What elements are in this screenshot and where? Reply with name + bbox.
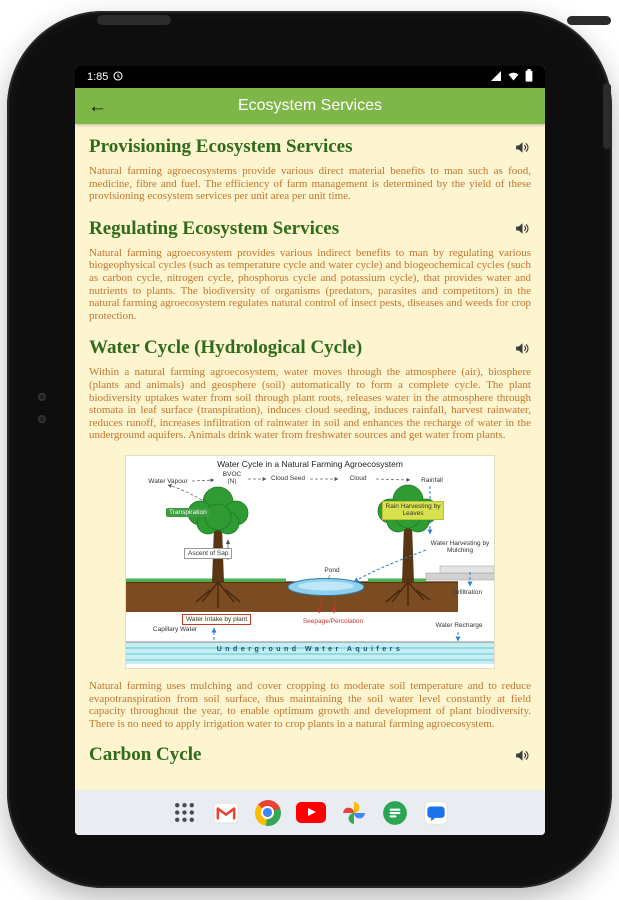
volume-button bbox=[567, 16, 611, 25]
figure-label-water-vapour: Water Vapour bbox=[148, 477, 188, 485]
sensor-dot bbox=[38, 415, 46, 423]
messages-icon[interactable] bbox=[423, 800, 449, 826]
section-heading-regulating: Regulating Ecosystem Services bbox=[89, 217, 340, 239]
tablet-device-frame bbox=[7, 11, 612, 888]
front-camera bbox=[38, 393, 46, 401]
figure-title: Water Cycle in a Natural Farming Agroecosystem bbox=[217, 458, 403, 469]
section-paragraph: Within a natural farming agroecosystem, water moves through the atmosphere (air), biosphere (plants and animals) and geosphere (soil) automatically to form a complete cycle. The plant biodiversity uptakes water from soil through plant roots, releases water in the atmosphere through stomata in leaf surface (transpiration), induces cloud seeding, induces rainfall, harvest rainwater, reduces runoff, increases infiltration of rainwater in soil and enhances the recharge of water in the underground aquifers. Animals drink water from freshwater sources and get water from plants. bbox=[89, 366, 531, 442]
figure-label-capillary-water: Capillary Water bbox=[152, 625, 198, 633]
clock-icon bbox=[113, 71, 123, 84]
figure-label-ascent-of-sap: Ascent of Sap bbox=[184, 548, 232, 559]
speaker-icon[interactable] bbox=[514, 220, 531, 237]
back-arrow-icon[interactable]: ← bbox=[88, 95, 107, 117]
figure-label-water-recharge: Water Recharge bbox=[435, 621, 483, 629]
section-heading-row-partial bbox=[89, 744, 531, 766]
figure-label-pond: Pond bbox=[324, 566, 340, 574]
water-cycle-diagram-art bbox=[126, 456, 494, 668]
section-heading-provisioning: Provisioning Ecosystem Services bbox=[89, 136, 353, 157]
section-paragraph: Natural farming agroecosystems provide various direct material benefits to man such as food, medicine, fibre and fuel. The efficiency of farm management is determined by the yield of these provisioning ecosystem services per unit area per unit time. bbox=[89, 165, 531, 203]
green-app-icon[interactable] bbox=[382, 800, 408, 826]
figure-label-bvoc: BVOC (N) bbox=[222, 470, 242, 486]
wifi-icon bbox=[507, 70, 520, 85]
figure-label-underground-aquifers: Underground Water Aquifers bbox=[216, 645, 404, 653]
section-heading-row bbox=[89, 136, 531, 158]
speaker-icon[interactable] bbox=[514, 340, 531, 357]
photos-icon[interactable] bbox=[341, 800, 367, 826]
figure-label-transpiration: Transpiration bbox=[166, 508, 210, 517]
gmail-icon[interactable] bbox=[212, 799, 240, 827]
content-area[interactable] bbox=[75, 124, 545, 835]
section-heading-water-cycle: Water Cycle (Hydrological Cycle) bbox=[89, 337, 363, 359]
speaker-icon[interactable] bbox=[514, 747, 531, 764]
section-paragraph: Natural farming agroecosystem provides various indirect benefits to man by regulating various biogeophysical cycles (such as temperature cycle and water cycle) and biogeochemical cycles (such as carbon cycle, nitrogen cycle, phosphorus cycle and potassium cycle), that provides water and nutrients to plants. The biodiversity of organisms (predators, parasites and competitors) in the natural farming agroecosystem regulates natural control of insect pests, diseases and weeds for crop protection. bbox=[89, 246, 531, 322]
power-button bbox=[97, 15, 171, 25]
water-cycle-figure bbox=[125, 455, 495, 669]
app-bar-title: Ecosystem Services bbox=[237, 97, 383, 114]
apps-grid-icon[interactable] bbox=[172, 800, 197, 825]
figure-label-water-intake: Water Intake by plant bbox=[182, 614, 251, 625]
figure-label-infiltration: Infiltration bbox=[453, 588, 483, 596]
app-bar bbox=[75, 88, 545, 124]
battery-icon bbox=[525, 69, 533, 85]
section-heading-row bbox=[89, 337, 531, 359]
side-button bbox=[603, 83, 611, 149]
status-bar bbox=[75, 66, 545, 88]
speaker-icon[interactable] bbox=[514, 139, 531, 156]
after-figure-paragraph: Natural farming uses mulching and cover cropping to moderate soil temperature and to reduce evapotranspiration from soil surface, thus maintaining the soil water level constantly at field capacity throughout the year, to enable optimum growth and development of plant biodiversity. There is no need to apply irrigation water to crop plants in a natural farming agroecosystem. bbox=[89, 679, 531, 730]
figure-label-rainfall: Rainfall bbox=[421, 476, 443, 484]
youtube-icon[interactable] bbox=[296, 802, 326, 823]
screen bbox=[75, 66, 545, 835]
dock-bar bbox=[75, 790, 545, 835]
figure-label-seepage-percolation: Seepage/Percolation bbox=[302, 617, 364, 625]
figure-label-rain-harvesting-leaves: Rain Harvesting by Leaves bbox=[382, 501, 444, 520]
chrome-icon[interactable] bbox=[255, 800, 281, 826]
signal-icon bbox=[490, 70, 502, 85]
section-heading-row bbox=[89, 218, 531, 240]
figure-label-water-harvesting-mulching: Water Harvesting by Mulching bbox=[430, 539, 490, 555]
figure-label-cloud-seed: Cloud Seed bbox=[271, 474, 305, 482]
section-heading-carbon-cycle: Carbon Cycle bbox=[89, 744, 202, 766]
status-time: 1:85 bbox=[87, 71, 109, 83]
figure-label-cloud: Cloud bbox=[349, 474, 367, 482]
